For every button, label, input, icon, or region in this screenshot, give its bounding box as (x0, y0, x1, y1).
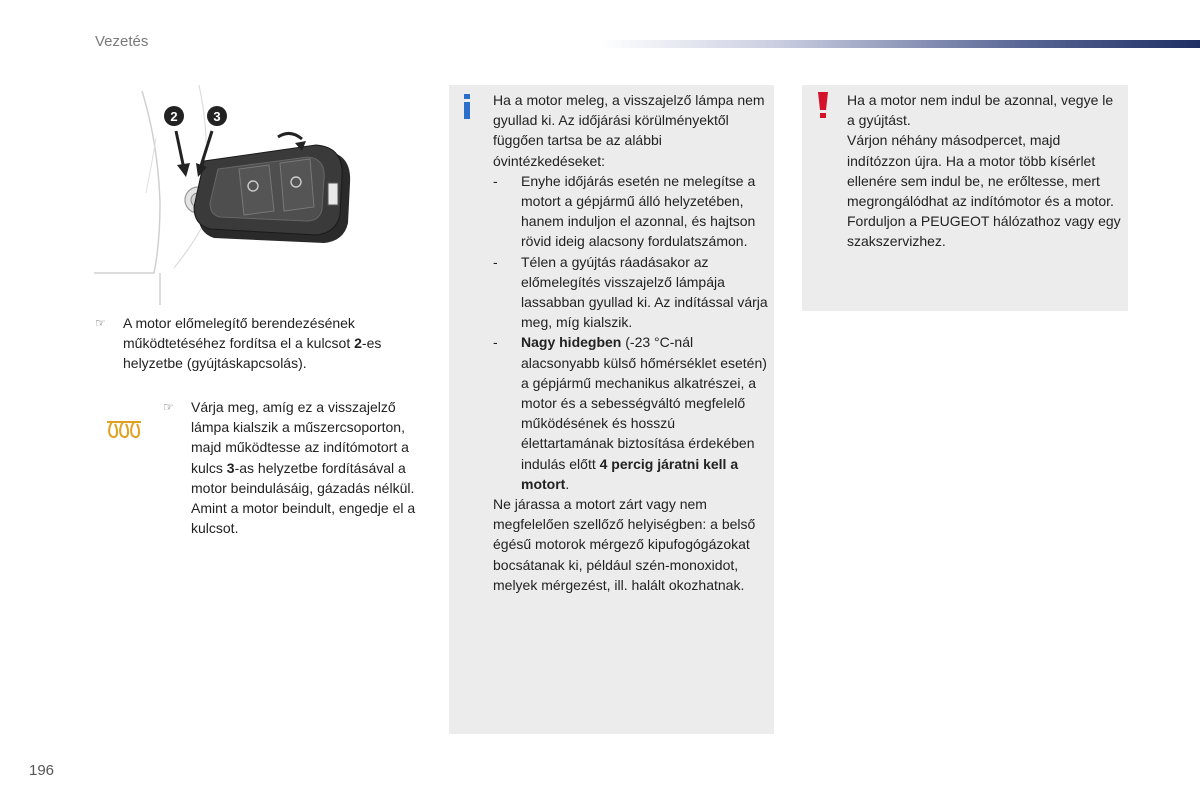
warning-p3: Forduljon a PEUGEOT hálózathoz vagy egy szakszervizhez. (847, 213, 1121, 250)
glow-plug-icon (104, 416, 144, 442)
step-preheat-text: A motor előmelegítő berendezésének működtetéséhez fordítsa el a kulcsot 2-es helyzetbe (gyújtáskapcsolás). (123, 315, 382, 372)
info-box-content (493, 90, 768, 595)
step-preheat (95, 313, 425, 374)
info-intro: Ha a motor meleg, a visszajelző lámpa nem gyullad ki. Az időjárási körülményektől függően tartsa be az alábbi óvintézkedéseket: (493, 92, 765, 169)
info-icon (461, 92, 473, 120)
warning-box-content (847, 90, 1122, 252)
warning-p1: Ha a motor nem indul be azonnal, vegye le a gyújtást. (847, 92, 1114, 129)
info-item-mild-weather: - Enyhe időjárás esetén ne melegítse a motort a gépjármű álló helyzetében, hanem induljon el azonnal, és hajtson rövid ideig alacsony fordulatszámon. (493, 172, 756, 250)
callout-3-label: 3 (213, 109, 221, 124)
step-start-text: Várja meg, amíg ez a visszajelző lámpa kialszik a műszercsoporton, majd működtesse az indítómotort a kulcs 3-as helyzetbe fordításával a motor beindulásáig, gázadás nélkül. Amint a motor beindult, engedje el a kulcsot. (191, 399, 416, 537)
info-item-winter: - Télen a gyújtás ráadásakor az előmelegítés visszajelző lámpája lassabban gyullad ki. Az indítással várja meg, míg kialszik. (493, 253, 768, 331)
page-number: 196 (29, 762, 55, 779)
step-start (163, 397, 425, 538)
info-outro: Ne járassa a motort zárt vagy nem megfelelően szellőző helyiségben: a belső égésű motorok mérgező kipufogógázokat bocsátanak ki, például szén-monoxidot, melyek mérgezést, ill. halált okozhatnak. (493, 496, 756, 593)
pointing-hand-icon: ☞ (95, 316, 106, 330)
header-gradient-bar (600, 40, 1200, 48)
callout-2-label: 2 (170, 109, 178, 124)
warning-p2: Várjon néhány másodpercet, majd indítózzon újra. Ha a motor több kísérlet ellenére sem indul be, ne erőltesse, mert megrongálódhat az indítómotor és a motor. (847, 132, 1114, 210)
section-title: Vezetés (95, 33, 149, 50)
info-item-extreme-cold: - Nagy hidegben (-23 °C-nál alacsonyabb külső hőmérséklet esetén) a gépjármű mechanikus alkatrészei, a motor és a sebességváltó megfelelő működésének és hosszú élettartamának biztosítása érdekében indulás előtt 4 percig járatni kell a motort. (493, 334, 767, 492)
warning-exclamation-icon (816, 90, 830, 120)
key-ignition-illustration (94, 83, 374, 305)
pointing-hand-icon: ☞ (163, 400, 174, 414)
